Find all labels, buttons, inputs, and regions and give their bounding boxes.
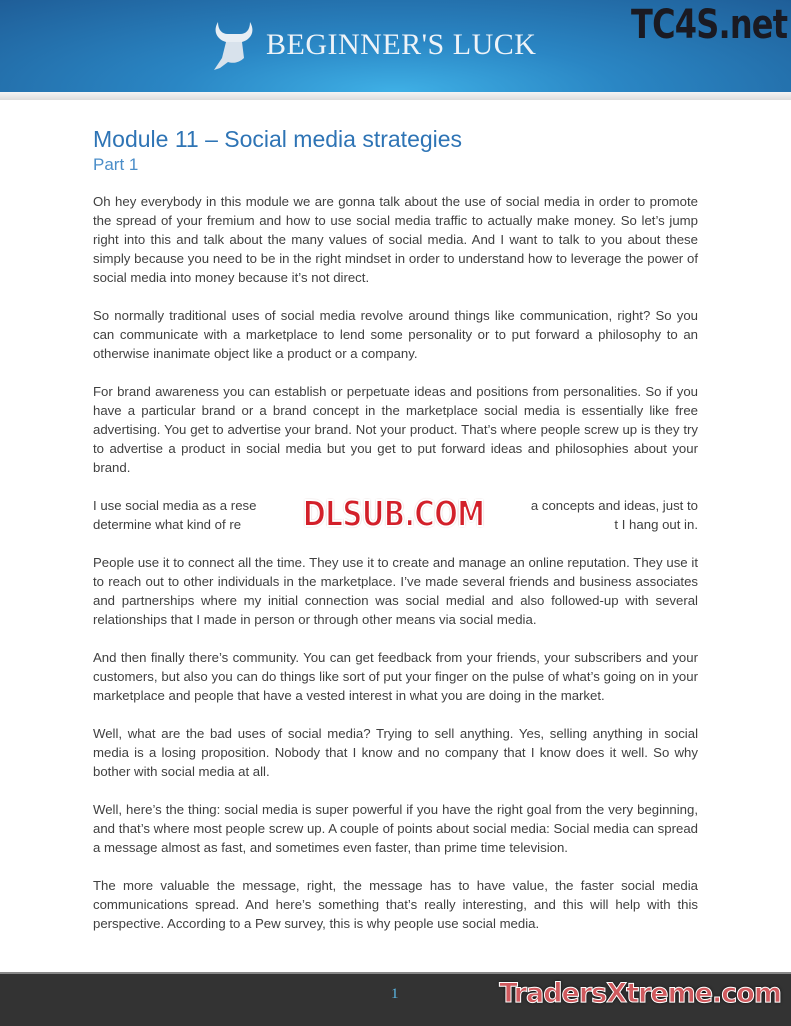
obscured-text-line1-right [531, 496, 698, 515]
document-body [93, 124, 698, 952]
obscured-text-fragment: t I hang out in. [614, 517, 698, 532]
paragraph: Well, here’s the thing: social media is super powerful if you have the right goal from the very beginning, and that’s where most people screw up. A couple of points about social media: Social media can spread a message almost as fast, and sometimes even faster, than prime time television. [93, 802, 698, 855]
paragraph: The more valuable the message, right, the message has to have value, the faster social media communications spread. And here’s something that’s really interesting, and this will help with this perspective. According to a Pew survey, this is why people use social media. [93, 878, 698, 931]
page-header-banner [0, 0, 791, 92]
paragraph: And then finally there’s community. You can get feedback from your friends, your subscribers and your customers, but also you can do things like sort of put your finger on the pulse of what’s going on in your marketplace and people that have a vested interest in what you are doing in the market. [93, 650, 698, 703]
watermark-dlsub-text: DLSUB.COM [302, 494, 485, 535]
paragraph: People use it to connect all the time. They use it to create and manage an online reputation. They use it to reach out to other individuals in the marketplace. I’ve made several friends and business associates and partnerships where my initial connection was social medial and also followed-up with several relationships that I made in person or through other means via social media. [93, 555, 698, 627]
obscured-paragraph [93, 496, 698, 534]
paragraph: Well, what are the bad uses of social media? Trying to sell anything. Yes, selling anything in social media is a losing proposition. Nobody that I know and no company that I know does it well. So why bother with social media at all. [93, 726, 698, 779]
header-divider [0, 92, 791, 100]
page-subtitle: Part 1 [93, 155, 139, 174]
viking-helmet-icon [210, 18, 258, 72]
obscured-text-fragment: determine what kind of re [93, 517, 242, 532]
watermark-dlsub [262, 496, 524, 534]
obscured-text-fragment: I use social media as a rese [93, 498, 257, 513]
watermark-tradersxtreme: TradersXtreme.com [499, 978, 781, 1009]
paragraph: For brand awareness you can establish or perpetuate ideas and positions from personalities. So if you have a particular brand or a brand concept in the marketplace social media is essentially like free advertising. You get to advertise your brand. Not your product. That’s where people screw up is they try to advertise a product in social media but you get to put forward ideas and philosophies about your brand. [93, 384, 698, 475]
watermark-tc4s: TC4S.net [630, 2, 787, 48]
logo-text: BEGINNER'S LUCK [266, 28, 537, 61]
page-title: Module 11 – Social media strategies [93, 126, 463, 152]
page-number: 1 [391, 986, 399, 1002]
obscured-text-fragment: a [530, 498, 539, 513]
paragraph: Oh hey everybody in this module we are gonna talk about the use of social media in order to promote the spread of your fremium and how to use social media traffic to actually make money. So let’s jump right into this and talk about the many values of social media. And I want to talk to you about these simply because you need to be in the right mindset in order to understand how to leverage the power of social media into money because it’s not direct. [93, 194, 698, 285]
beginners-luck-logo [210, 18, 536, 72]
obscured-text-fragment: concepts and ideas, just to [541, 498, 698, 513]
paragraph: So normally traditional uses of social media revolve around things like communication, right? So you can communicate with a marketplace to lend some personality or to put forward a philosophy to an otherwise inanimate object like a product or a company. [93, 308, 698, 361]
